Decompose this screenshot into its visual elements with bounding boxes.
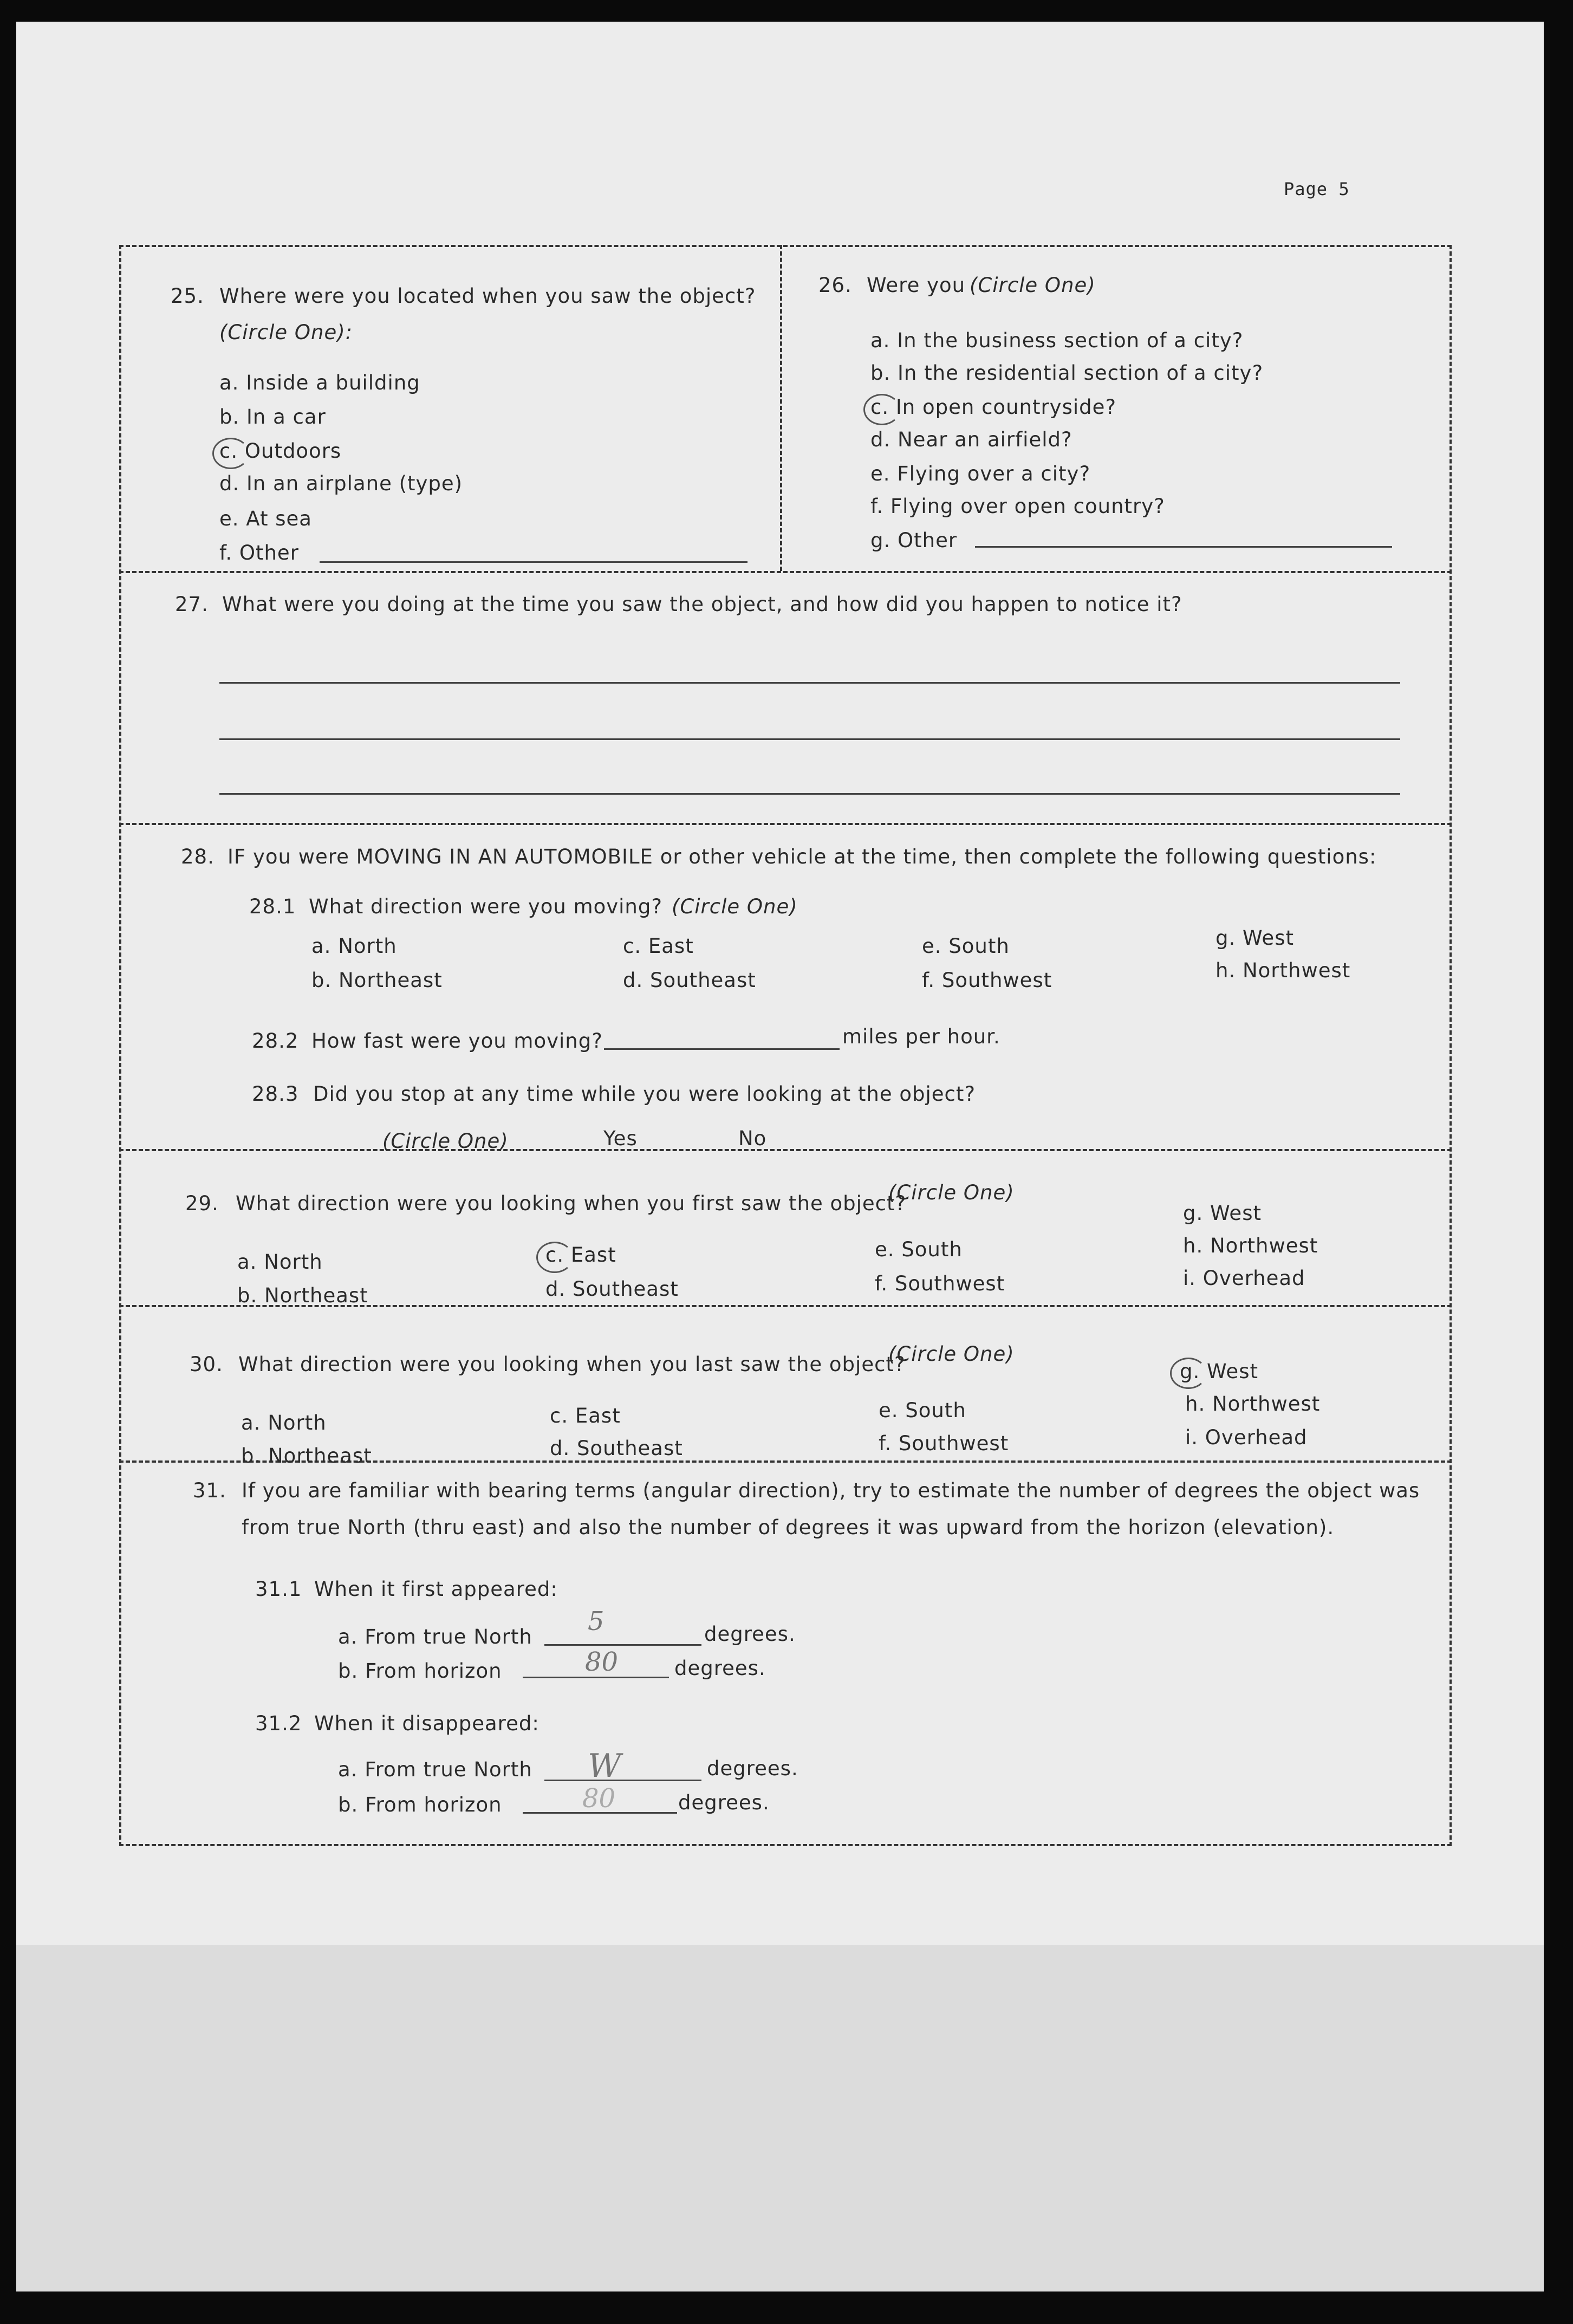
- q28-1-option-c[interactable]: c. East: [623, 934, 694, 958]
- q29-question: What direction were you looking when you first saw the object?: [236, 1192, 907, 1215]
- q31-1-number: 31.1: [255, 1578, 302, 1601]
- q26-option-b[interactable]: b. In the residential section of a city?: [870, 361, 1264, 385]
- q26-other-field[interactable]: [975, 546, 1392, 548]
- q25-option-d[interactable]: d. In an airplane (type): [219, 472, 463, 495]
- q31-2-number: 31.2: [255, 1712, 302, 1735]
- q26-option-g[interactable]: g. Other: [870, 529, 958, 552]
- answer-circle: [536, 1242, 573, 1273]
- q28-2-number: 28.2: [252, 1029, 299, 1053]
- q31-1-b-label: b. From horizon: [338, 1659, 502, 1683]
- q26-option-e[interactable]: e. Flying over a city?: [870, 462, 1091, 485]
- q28-3-instruction: (Circle One): [382, 1129, 509, 1153]
- divider-vertical: [780, 245, 782, 571]
- q28-1-option-b[interactable]: b. Northeast: [311, 969, 443, 992]
- q31-number: 31.: [193, 1479, 226, 1502]
- q27-answer-line[interactable]: [219, 793, 1400, 795]
- q29-option-d[interactable]: d. Southeast: [545, 1277, 679, 1301]
- q26-instruction: (Circle One): [970, 274, 1096, 297]
- q30-instruction: (Circle One): [888, 1342, 1015, 1366]
- q29-option-b[interactable]: b. Northeast: [237, 1284, 368, 1307]
- q28-3-no[interactable]: No: [738, 1127, 767, 1150]
- q28-1-option-d[interactable]: d. Southeast: [623, 969, 756, 992]
- q31-1-b-unit: degrees.: [674, 1657, 766, 1680]
- q31-2-b-label: b. From horizon: [338, 1793, 502, 1816]
- q28-3-number: 28.3: [252, 1082, 299, 1106]
- q31-text-line1: If you are familiar with bearing terms (angular direction), try to estimate the number of degrees the object was: [242, 1479, 1420, 1502]
- q29-option-c[interactable]: c. East: [545, 1243, 616, 1267]
- q31-2-b-unit: degrees.: [678, 1791, 770, 1814]
- q29-option-g[interactable]: g. West: [1183, 1202, 1262, 1225]
- q29-option-a[interactable]: a. North: [237, 1250, 323, 1274]
- q25-option-f[interactable]: f. Other: [219, 541, 299, 564]
- q29-option-h[interactable]: h. Northwest: [1183, 1234, 1318, 1257]
- q31-2-b-value: 80: [582, 1783, 616, 1814]
- q28-1-option-a[interactable]: a. North: [311, 934, 397, 958]
- q30-option-g[interactable]: g. West: [1180, 1360, 1258, 1383]
- q25-option-e[interactable]: e. At sea: [219, 507, 312, 530]
- q31-2-a-value: W: [588, 1747, 621, 1785]
- q29-option-f[interactable]: f. Southwest: [875, 1272, 1005, 1295]
- answer-circle: [1170, 1358, 1207, 1389]
- q28-3-yes[interactable]: Yes: [603, 1127, 638, 1150]
- q25-option-c[interactable]: c. Outdoors: [219, 439, 342, 463]
- q28-number: 28.: [181, 845, 214, 868]
- q28-3-question: Did you stop at any time while you were looking at the object?: [313, 1082, 976, 1106]
- q25-instruction: (Circle One):: [219, 321, 353, 344]
- q30-option-b[interactable]: b. Northeast: [241, 1444, 372, 1468]
- q27-answer-line[interactable]: [219, 682, 1400, 684]
- q31-1-a-label: a. From true North: [338, 1625, 532, 1648]
- divider: [119, 1149, 1452, 1151]
- q30-option-i[interactable]: i. Overhead: [1185, 1426, 1308, 1449]
- q31-text-line2: from true North (thru east) and also the number of degrees it was upward from the horizon (elevation).: [242, 1516, 1335, 1539]
- q25-option-a[interactable]: a. Inside a building: [219, 371, 420, 394]
- q25-question: Where were you located when you saw the object?: [219, 284, 756, 308]
- q28-2-question: How fast were you moving?: [311, 1029, 603, 1053]
- scan-background: [16, 1945, 1544, 2291]
- q29-number: 29.: [185, 1192, 219, 1215]
- q27-question: What were you doing at the time you saw the object, and how did you happen to notice it?: [222, 593, 1182, 616]
- answer-circle: [863, 394, 900, 425]
- q31-1-a-unit: degrees.: [704, 1622, 796, 1646]
- answer-circle: [212, 438, 249, 469]
- q25-number: 25.: [171, 284, 204, 308]
- q28-2-suffix: miles per hour.: [842, 1025, 1000, 1048]
- q28-1-instruction: (Circle One): [672, 895, 798, 918]
- q31-2-a-field[interactable]: [544, 1780, 701, 1781]
- q30-option-c[interactable]: c. East: [550, 1404, 621, 1427]
- q28-1-option-g[interactable]: g. West: [1216, 926, 1294, 950]
- q25-other-field[interactable]: [320, 561, 748, 563]
- q31-1-a-field[interactable]: [544, 1644, 701, 1646]
- q28-1-number: 28.1: [249, 895, 296, 918]
- q28-1-option-h[interactable]: h. Northwest: [1216, 959, 1351, 982]
- q25-option-b[interactable]: b. In a car: [219, 405, 326, 429]
- q26-option-c[interactable]: c. In open countryside?: [870, 395, 1117, 419]
- q30-question: What direction were you looking when you last saw the object?: [238, 1353, 906, 1376]
- q28-1-question: What direction were you moving?: [309, 895, 663, 918]
- divider: [119, 571, 1452, 573]
- speed-field[interactable]: [604, 1048, 840, 1050]
- q31-1-label: When it first appeared:: [314, 1578, 558, 1601]
- q26-option-a[interactable]: a. In the business section of a city?: [870, 329, 1244, 352]
- q29-option-i[interactable]: i. Overhead: [1183, 1267, 1305, 1290]
- q30-option-d[interactable]: d. Southeast: [550, 1437, 683, 1460]
- q31-2-a-label: a. From true North: [338, 1758, 532, 1781]
- q31-2-a-unit: degrees.: [707, 1757, 798, 1780]
- q30-option-e[interactable]: e. South: [879, 1399, 966, 1422]
- q26-question: Were you: [867, 274, 966, 297]
- q26-number: 26.: [818, 274, 852, 297]
- q27-answer-line[interactable]: [219, 738, 1400, 740]
- q28-1-option-f[interactable]: f. Southwest: [922, 969, 1052, 992]
- q27-number: 27.: [175, 593, 209, 616]
- q31-2-label: When it disappeared:: [314, 1712, 540, 1735]
- q28-1-option-e[interactable]: e. South: [922, 934, 1010, 958]
- q30-option-h[interactable]: h. Northwest: [1185, 1392, 1321, 1416]
- q29-option-e[interactable]: e. South: [875, 1238, 963, 1261]
- q26-option-f[interactable]: f. Flying over open country?: [870, 495, 1165, 518]
- page-number: Page 5: [1284, 179, 1350, 199]
- q28-question: IF you were MOVING IN AN AUTOMOBILE or other vehicle at the time, then complete the following questions:: [227, 845, 1377, 868]
- q31-1-b-value: 80: [585, 1647, 619, 1677]
- q30-number: 30.: [190, 1353, 223, 1376]
- q30-option-f[interactable]: f. Southwest: [879, 1432, 1009, 1455]
- q31-1-a-value: 5: [588, 1606, 604, 1637]
- q30-option-a[interactable]: a. North: [241, 1411, 327, 1434]
- q26-option-d[interactable]: d. Near an airfield?: [870, 428, 1072, 451]
- q29-instruction: (Circle One): [888, 1181, 1015, 1204]
- divider: [119, 823, 1452, 825]
